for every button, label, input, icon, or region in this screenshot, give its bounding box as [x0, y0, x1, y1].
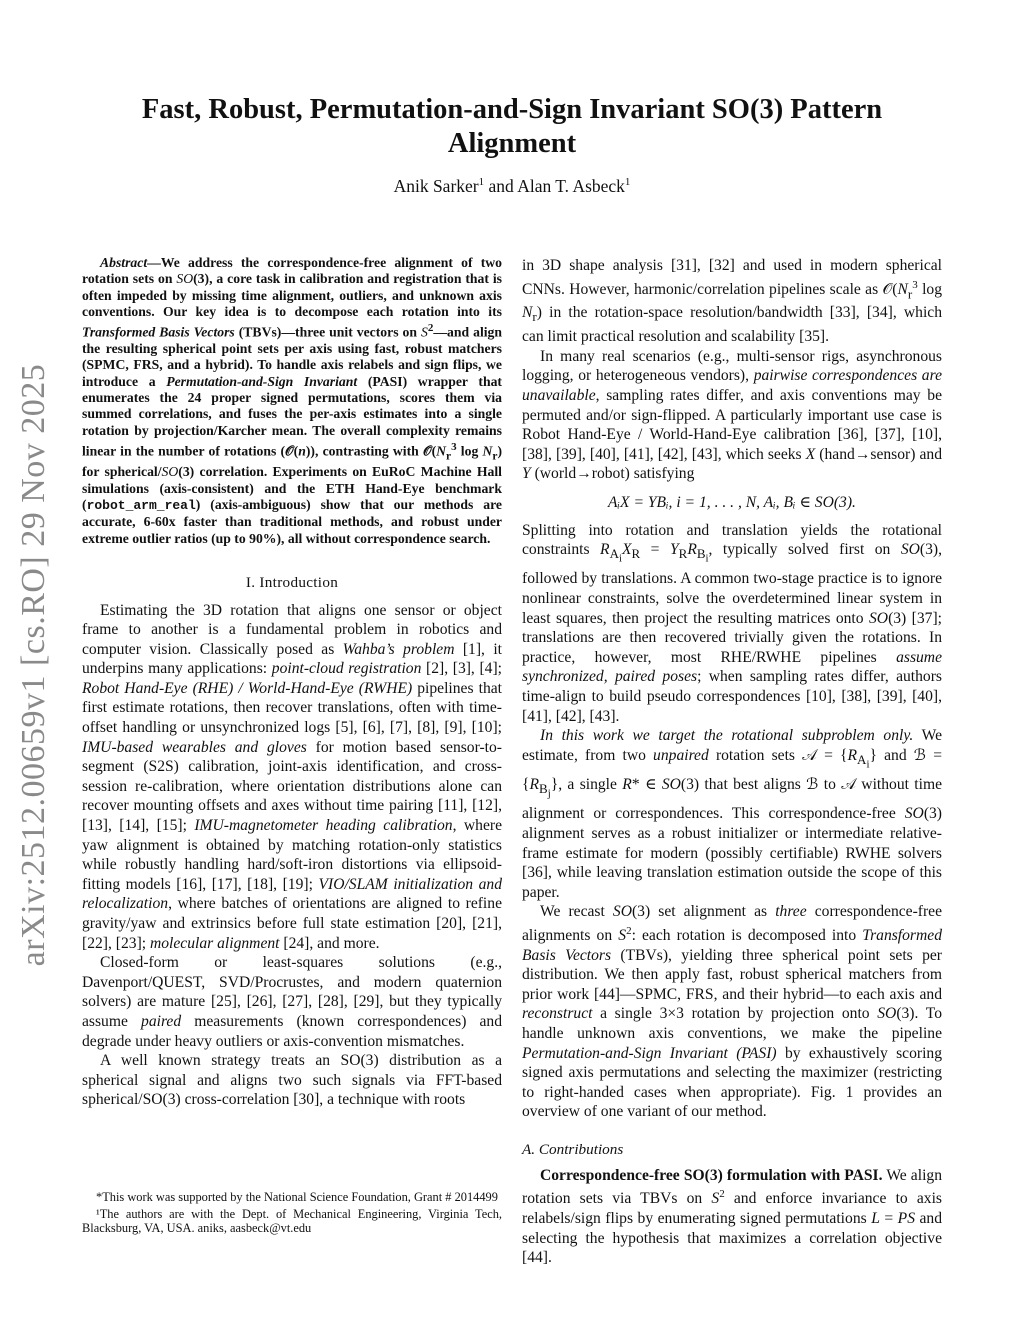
paper-authors: Anik Sarker$^1$ and Alan T. Asbeck$^1$ [393, 176, 631, 196]
intro-paragraph-1: Estimating the 3D rotation that aligns one sensor or object frame to another is a fundamental problem in robotics and computer vision. Classically posed as Wahba’s problem [1], it underpins many applications: point-cloud registration [2], [3], [4]; Robot Hand-Eye (RHE) / World-Hand-Eye (RWHE) pipelines that first estimate rotations, then recover translations, often with time-offset handling or unsynchronized logs [5], [6], [7], [8], [9], [10]; IMU-based wearables and gloves for motion based sensor-to-segment (S2S) calibration, joint-axis identification, and cross-session re-calibration, where orientation distributions alone can recover mounting offsets and axes without time pairing [11], [12], [13], [14], [15]; IMU-magnetometer heading calibration, where yaw alignment is obtained by matching rotation-only statistics while robustly handling hard/soft-iron distortions via ellipsoid-fitting models [16], [17], [18], [19]; VIO/SLAM initialization and relocalization, where batches of orientations are aligned to refine gravity/yaw and extrinsics before full state estimation [20], [21], [22], [23]; molecular alignment [24], and more. [82, 601, 503, 952]
footnotes [82, 1190, 502, 1238]
intro-paragraph-5: Splitting into rotation and translation yields the rotational constraints $R_{A_i}X_R = Y_RR_{B_i}$, typically solved first on SO(3), followed by translations. A common two-stage practice is to ignore nonlinear constraints, solve the overdetermined linear system in least squares, then project the resulting matrices onto SO(3) [37]; translations are then recovered trivially given the rotations. In practice, however, most RHE/RWHE pipelines assume synchronized, paired poses; when sampling rates differ, authors time-align to build pseudo correspondences [10], [38], [39], [40], [41], [42], [43]. [522, 521, 942, 725]
contributions-paragraph-1: Correspondence-free SO(3) formulation with PASI. We align rotation sets via TBVs on $S^2$ and enforce invariance to axis relabels/sign flips by enumerating signed permutations L = PS and selecting the hypothesis that maximizes a correlation objective [44]. [522, 1166, 943, 1267]
left-column [82, 255, 502, 1110]
subsection-heading-contributions: A. Contributions [522, 1141, 624, 1159]
intro-paragraph-6: In this work we target the rotational subproblem only. We estimate, from two unpaired rotation sets 𝒜 = $\{R_{A_i}\}$ and ℬ = $\{R_{B_j}\}$, a single R* ∈ SO(3) that best aligns ℬ to 𝒜 without time alignment or correspondences. This correspondence-free SO(3) alignment serves as a robust initializer or intermediate relative-frame estimate for modern (possibly certifiable) RWHE solvers [36], while leaving translation estimation outside the scope of this paper. [522, 727, 943, 901]
intro-paragraph-3-cont: in 3D shape analysis [31], [32] and used in modern spherical CNNs. However, harmonic/correlation pipelines scale as $𝒪(N_r^3$ $\log N_r$) in the rotation-space resolution/bandwidth [33], [34], which can limit practical resolution and scalability [35]. [522, 257, 943, 346]
footnote-affiliation: ¹The authors are with the Dept. of Mechanical Engineering, Virginia Tech, Blacksburg, VA, USA. aniks, aasbeck@vt.edu [82, 1206, 502, 1236]
intro-paragraph-2: Closed-form or least-squares solutions (e.g., Davenport/QUEST, SVD/Procrustes, and modern quaternion solvers) are mature [25], [26], [27], [28], [29], but they typically assume paired measurements (known correspondences) and degrade under heavy outliers or axis-convention mismatches. [82, 954, 502, 1050]
right-column [522, 256, 942, 1268]
arxiv-identifier: arXiv:2512.00659v1 [cs.RO] 29 Nov 2025 [15, 363, 52, 967]
equation-1: AᵢX = YBᵢ, i = 1, . . . , N, Aᵢ, Bᵢ ∈ SO(3). [608, 493, 856, 511]
intro-paragraph-4: In many real scenarios (e.g., multi-sensor rigs, asynchronous logging, or heterogeneous vendors), pairwise correspondences are unavailable, sampling rates differ, and axis conventions may be permuted and/or sign-flipped. A particularly important use case is Robot Hand-Eye / World-Hand-Eye calibration [36], [37], [10], [38], [39], [40], [41], [42], [43], which seeks X (hand→sensor) and Y (world→robot) satisfying [522, 347, 943, 483]
abstract: Abstract—We address the correspondence-free alignment of two rotation sets on SO(3), a core task in calibration and registration that is often impeded by missing time alignment, outliers, and unknown axis conventions. Our key idea is to decompose each rotation into its Transformed Basis Vectors (TBVs)—three unit vectors on $S^2—and$ align the resulting spherical point sets per axis using fast, robust matchers (SPMC, FRS, and a hybrid). To handle axis relabels and sign flips, we introduce a Permutation-and-Sign Invariant (PASI) wrapper that enumerates the 24 proper signed permutations, scores them via summed correlations, and fuses the per-axis estimates into a single rotation by projection/Karcher mean. The overall complexity remains linear in the number of rotations (𝒪(n)), contrasting with $𝒪(N_r^3$ $\log N_r$) for spherical/SO(3) correlation. Experiments on EuRoC Machine Hall simulations (axis-consistent) and the ETH Hand-Eye benchmark (robot_arm_real) (axis-ambiguous) show that our methods are accurate, 6-60x faster than traditional methods, and robust under extreme outlier ratios (up to 90%), all without correspondence search. [82, 255, 503, 546]
intro-paragraph-3: A well known strategy treats an SO(3) distribution as a spherical signal and aligns two such signals via FFT-based spherical/SO(3) cross-correlation [30], a technique with roots [82, 1052, 502, 1109]
intro-paragraph-7: We recast SO(3) set alignment as three correspondence-free alignments on $S^2$: each rotation is decomposed into Transformed Basis Vectors (TBVs), yielding three spherical point sets per distribution. We then apply fast, robust spherical matchers from prior work [44]—SPMC, FRS, and their hybrid—to each axis and reconstruct a single 3×3 rotation by projection onto SO(3). To handle unknown axis conventions, we make the pipeline Permutation-and-Sign Invariant (PASI) by exhaustively scoring signed axis permutations and selecting the maximizer (restricting to right-handed cases when appropriate). Fig. 1 provides an overview of one variant of our method. [522, 903, 943, 1121]
footnote-funding: *This work was supported by the National Science Foundation, Grant # 2014499 [96, 1190, 498, 1204]
section-heading-introduction: I. Introduction [245, 573, 339, 591]
paper-title: Fast, Robust, Permutation-and-Sign Invariant SO(3) Pattern Alignment [141, 94, 883, 159]
